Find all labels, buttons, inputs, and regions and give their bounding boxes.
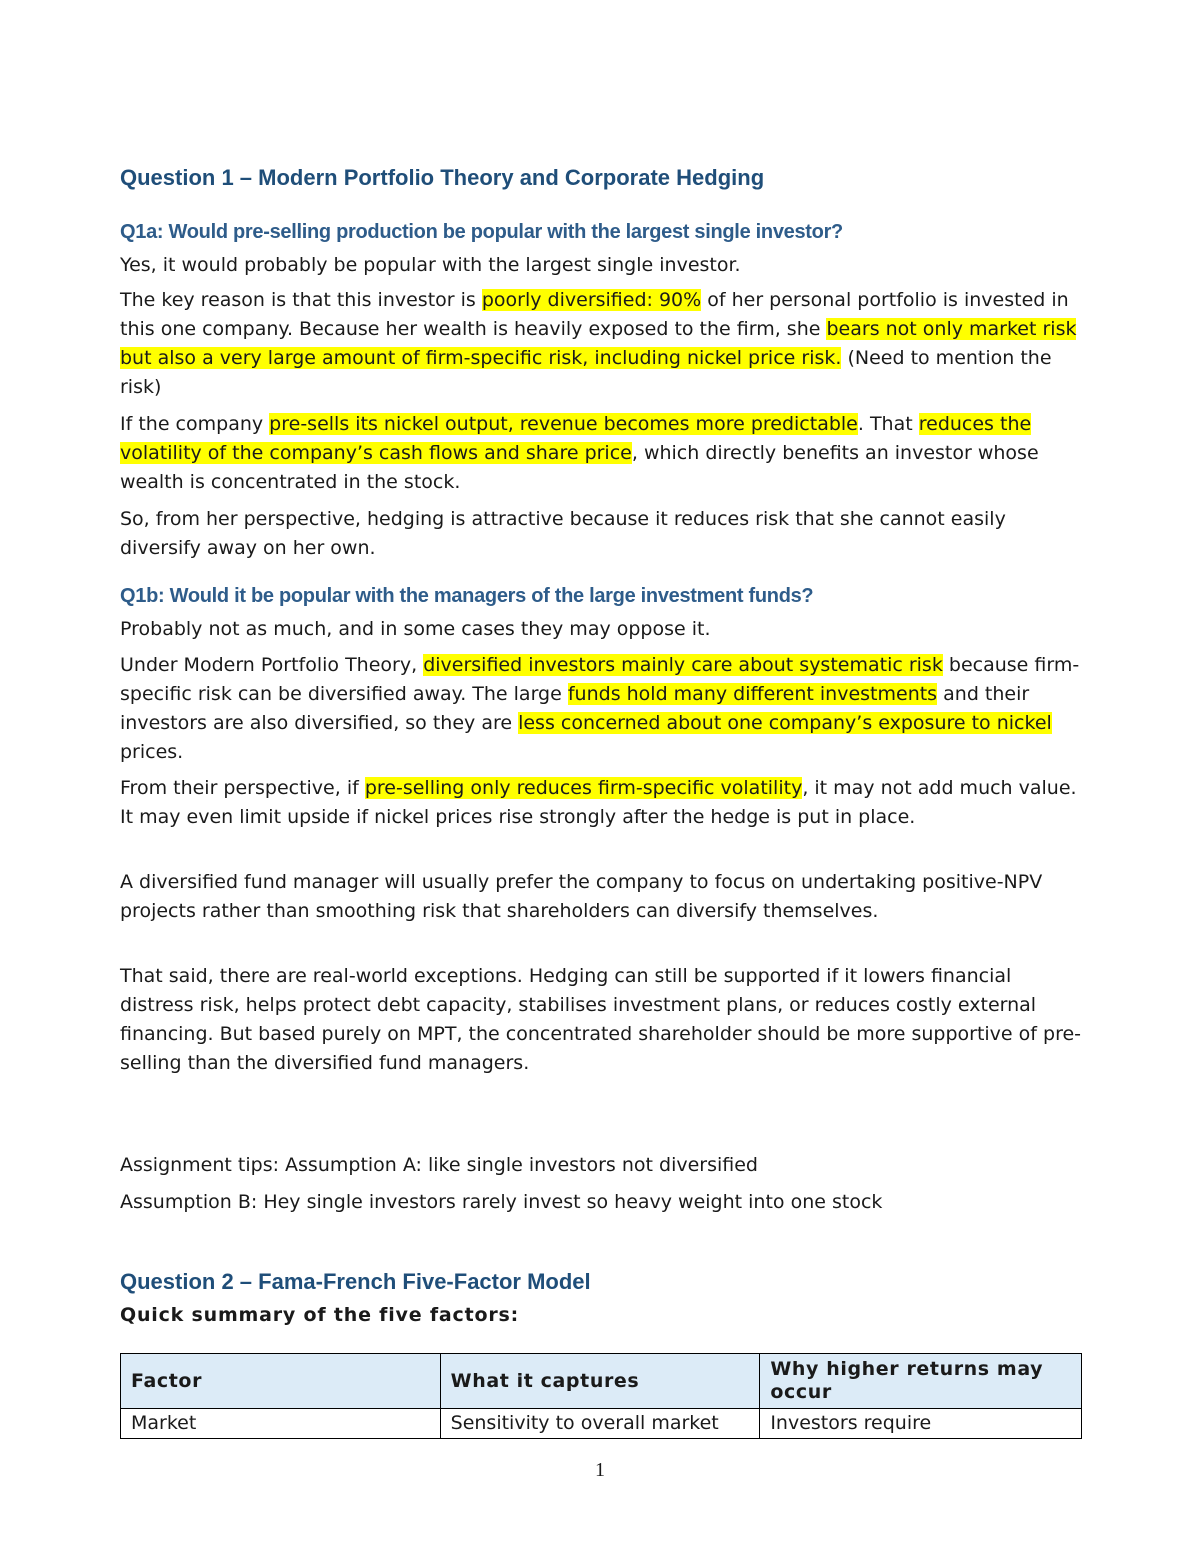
highlight: funds hold many different investments bbox=[567, 683, 938, 705]
table-header-cell: Factor bbox=[121, 1354, 441, 1409]
q1b-paragraph-1: Probably not as much, and in some cases they may oppose it. bbox=[120, 618, 711, 640]
factors-table bbox=[120, 1353, 1082, 1439]
table-row bbox=[121, 1409, 1082, 1439]
q1b-paragraph-4: A diversified fund manager will usually prefer the company to focus on undertaking positive-NPV projects rather than smoothing risk that shareholders can diversify themselves. bbox=[120, 871, 1043, 922]
q2-summary-label: Quick summary of the five factors: bbox=[120, 1304, 519, 1326]
q1a-heading: Q1a: Would pre-selling production be popular with the largest single investor? bbox=[120, 221, 843, 243]
assignment-tips-line-2: Assumption B: Hey single investors rarely invest so heavy weight into one stock bbox=[120, 1191, 883, 1213]
q1a-paragraph-4: So, from her perspective, hedging is attractive because it reduces risk that she cannot easily diversify away on her own. bbox=[120, 508, 1006, 559]
highlight: reduces the volatility of the company’s cash flows and share price bbox=[120, 413, 1032, 464]
q1a-paragraph-2: The key reason is that this investor is poorly diversified: 90% of her personal portfolio is invested in this one company. Because her wealth is heavily exposed to the firm, she bears not only market risk but also a very large amount of firm-specific risk, including nickel price risk. (Need to mention the risk) bbox=[120, 289, 1077, 398]
q1a-paragraph-3: If the company pre-sells its nickel output, revenue becomes more predictable. That reduces the volatility of the company’s cash flows and share price, which directly benefits an investor whose wealth is concentrated in the stock. bbox=[120, 413, 1039, 493]
q1a-paragraph-1: Yes, it would probably be popular with the largest single investor. bbox=[120, 254, 741, 276]
highlight: less concerned about one company’s exposure to nickel bbox=[518, 712, 1052, 734]
table-header-cell: What it captures bbox=[440, 1354, 760, 1409]
table-cell: Sensitivity to overall market bbox=[440, 1409, 760, 1439]
q1-title: Question 1 – Modern Portfolio Theory and Corporate Hedging bbox=[120, 165, 765, 190]
highlight: pre-selling only reduces firm-specific volatility bbox=[364, 777, 803, 799]
q1b-heading: Q1b: Would it be popular with the managers of the large investment funds? bbox=[120, 585, 814, 607]
table-header-cell: Why higher returns may occur bbox=[760, 1354, 1082, 1409]
table-cell: Investors require bbox=[760, 1409, 1082, 1439]
highlight: poorly diversified: 90% bbox=[481, 289, 702, 311]
table-header-row bbox=[121, 1354, 1082, 1409]
q1b-paragraph-2: Under Modern Portfolio Theory, diversified investors mainly care about systematic risk because firm-specific risk can be diversified away. The large funds hold many different investments and their investors are also diversified, so they are less concerned about one company’s exposure to nickel prices. bbox=[120, 654, 1080, 763]
highlight: diversified investors mainly care about systematic risk bbox=[423, 654, 943, 676]
table-cell: Market bbox=[121, 1409, 441, 1439]
page-number: 1 bbox=[595, 1459, 605, 1481]
q2-title: Question 2 – Fama-French Five-Factor Model bbox=[120, 1269, 591, 1294]
highlight: bears not only market risk but also a very large amount of firm-specific risk, including nickel price risk. bbox=[120, 318, 1077, 369]
assignment-tips-line-1: Assignment tips: Assumption A: like single investors not diversified bbox=[120, 1154, 758, 1176]
highlight: pre-sells its nickel output, revenue becomes more predictable bbox=[269, 413, 858, 435]
q1b-paragraph-3: From their perspective, if pre-selling only reduces firm-specific volatility, it may not add much value. It may even limit upside if nickel prices rise strongly after the hedge is put in place. bbox=[120, 777, 1077, 828]
q1b-paragraph-5: That said, there are real-world exceptions. Hedging can still be supported if it lowers financial distress risk, helps protect debt capacity, stabilises investment plans, or reduces costly external financing. But based purely on MPT, the concentrated shareholder should be more supportive of pre-selling than the diversified fund managers. bbox=[120, 965, 1082, 1074]
